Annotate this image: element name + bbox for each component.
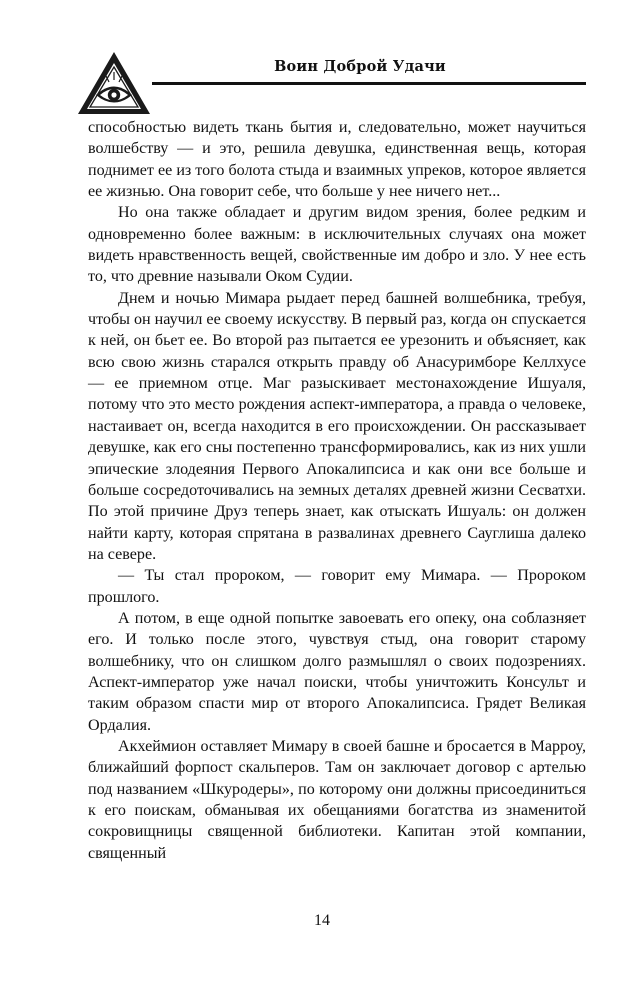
- paragraph-2: Но она также обладает и другим видом зрения, более редким и одновременно более важным: в исключительных случаях она может видеть нравственность вещей, свойственные им добро и зло. У нее есть то, что древние называли Оком Судии.: [88, 204, 586, 286]
- page-number: 14: [314, 912, 330, 929]
- paragraph-5: А потом, в еще одной попытке завоевать его опеку, она соблазняет его. И только после этого, чувствуя стыд, она говорит старому волшебнику, что он слишком долго размышлял о своих подозрениях. Аспект-император уже начал поиски, чтобы уничтожить Консульт и таким образом спасти мир от второго Апокалипсиса. Грядет Великая Ордалия.: [88, 609, 586, 734]
- paragraph-1: способностью видеть ткань бытия и, следовательно, может научиться волшебству — и это, решила девушка, единственная вещь, которая поднимет ее из того болота стыда и взаимных упреков, которое является ее жизнью. Она говорит себе, что больше у нее ничего нет...: [88, 119, 586, 201]
- running-header-title: Воин Доброй Удачи: [274, 58, 446, 75]
- body-text: [88, 117, 586, 864]
- paragraph-3: Днем и ночью Мимара рыдает перед башней волшебника, требуя, чтобы он научил ее своему искусству. В первый раз, когда он спускается к ней, он бьет ее. Во второй раз пытается ее урезонить и объясняет, как всю свою жизнь старался открыть правду об Анасуримборе Келлхусе — ее приемном отце. Маг разыскивает местонахождение Ишуаля, потому что это место рождения аспект-императора, а правда о человеке, настаивает он, всегда находится в его происхождении. Он рассказывает девушке, как его сны постепенно трансформировались, как из них ушли эпические злодеяния Первого Апокалипсиса и как они все больше и больше сосредоточивались на земных деталях древней жизни Сесватхи. По этой причине Друз теперь знает, как отыскать Ишуаль: он должен найти карту, которая спрятана в развалинах древнего Сауглиша далеко на севере.: [88, 289, 586, 563]
- paragraph-4: — Ты стал пророком, — говорит ему Мимара. — Пророком прошлого.: [88, 567, 586, 606]
- paragraph-6: Акхеймион оставляет Мимару в своей башне и бросается в Марроу, ближайший форпост скальперов. Там он заключает договор с артелью под названием «Шкуродеры», по которому они должны присоединиться к его поискам, обманывая их обещаниями богатства из знаменитой сокровищницы священной библиотеки. Капитан этой компании, священный: [88, 737, 586, 862]
- eye-in-triangle-icon: [76, 50, 152, 116]
- header-rule: [152, 82, 586, 85]
